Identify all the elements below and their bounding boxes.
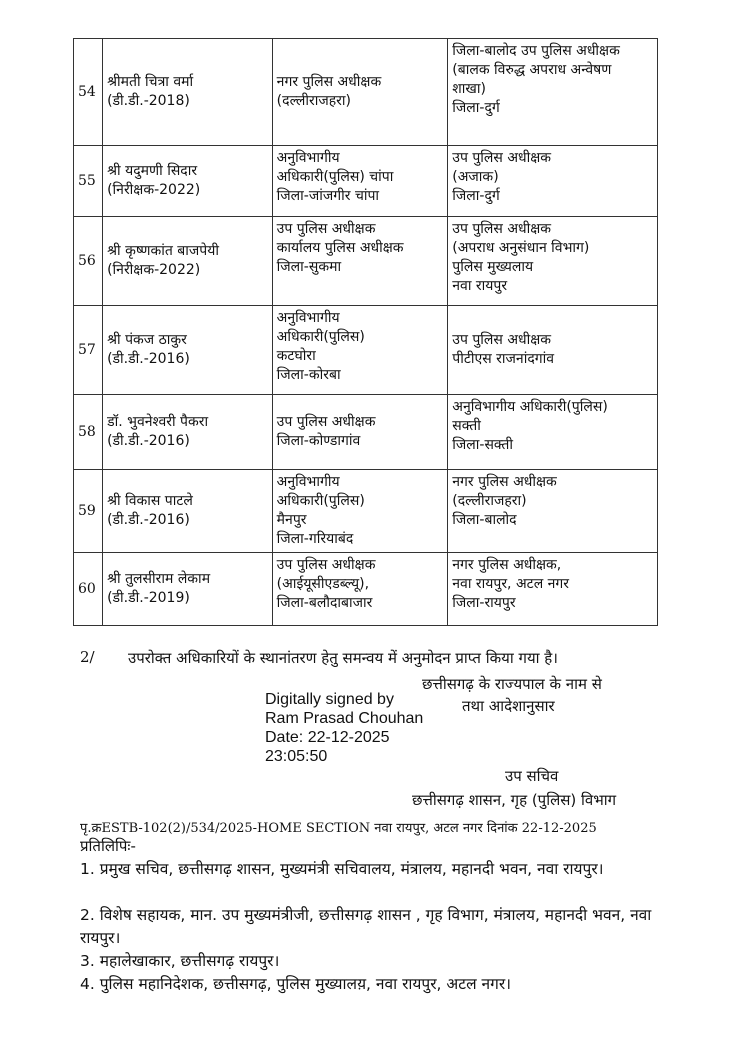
table-row — [74, 146, 658, 217]
current-posting-line: जिला-कोण्डागांव — [276, 433, 361, 449]
department-name: छत्तीसगढ़ शासन, गृह (पुलिस) विभाग — [412, 791, 617, 809]
officer-rank: (निरीक्षक-2022) — [107, 262, 201, 278]
new-posting-cell — [448, 553, 658, 626]
table-row — [74, 395, 658, 470]
approval-statement: उपरोक्त अधिकारियों के स्थानांतरण हेतु समन्वय में अनुमोदन प्राप्त किया गया है। — [128, 649, 558, 667]
officer-name-cell — [103, 306, 273, 395]
current-posting-line: जिला-सुकमा — [276, 259, 342, 275]
serial-number: 54 — [74, 39, 103, 146]
digital-signature — [265, 690, 423, 766]
new-posting-line: जिला-सक्ती — [452, 437, 514, 453]
table-row — [74, 217, 658, 306]
table-row — [74, 306, 658, 395]
new-posting-line: जिला-रायपुर — [452, 595, 516, 611]
officer-rank: (डी.डी.-2016) — [107, 351, 190, 367]
new-posting-line: नवा रायपुर — [452, 278, 508, 294]
signature-time: 23:05:50 — [265, 748, 328, 765]
reference-number: पृ.क्रESTB-102(2)/534/2025-HOME SECTION नवा रायपुर, अटल नगर दिनांक 22-12-2025 — [80, 821, 597, 836]
new-posting-line: जिला-बालोद उप पुलिस अधीक्षक — [452, 43, 620, 59]
current-posting-line: नगर पुलिस अधीक्षक — [276, 74, 382, 90]
current-posting-line: मैनपुर — [276, 512, 307, 528]
new-posting-line: नगर पुलिस अधीक्षक, — [452, 557, 562, 573]
new-posting-cell — [448, 39, 658, 146]
current-posting-line: जिला-बलौदाबाजार — [276, 595, 373, 611]
current-posting-cell — [272, 470, 448, 553]
officer-name-cell — [103, 146, 273, 217]
copy-recipient: 4. पुलिस महानिदेशक, छत्तीसगढ़, पुलिस मुख्यालय़, नवा रायपुर, अटल नगर। — [80, 975, 512, 993]
new-posting-line: (दल्लीराजहरा) — [452, 493, 527, 509]
signer-name: Ram Prasad Chouhan — [265, 710, 424, 727]
serial-number: 58 — [74, 395, 103, 470]
new-posting-cell — [448, 395, 658, 470]
current-posting-line: उप पुलिस अधीक्षक — [276, 414, 376, 430]
current-posting-line: (दल्लीराजहरा) — [276, 93, 351, 109]
copy-recipient: 2. विशेष सहायक, मान. उप मुख्यमंत्रीजी, छत्तीसगढ़ शासन , गृह विभाग, मंत्रालय, महानदी भवन, नवा रायपुर। — [80, 906, 652, 947]
signature-label: Digitally signed by — [265, 691, 394, 708]
new-posting-cell — [448, 217, 658, 306]
new-posting-line: (बालक विरुद्ध अपराध अन्वेषण — [452, 62, 612, 78]
copy-to-heading: प्रतिलिपिः- — [80, 837, 136, 855]
new-posting-line: पीटीएस राजनांदगांव — [452, 351, 555, 367]
officer-name: श्री पंकज ठाकुर — [107, 332, 187, 348]
current-posting-line: कटघोरा — [276, 348, 316, 364]
officer-name: श्री विकास पाटले — [107, 493, 193, 509]
new-posting-line: अनुविभागीय अधिकारी(पुलिस) — [452, 399, 608, 415]
officer-name-cell — [103, 470, 273, 553]
current-posting-line: अधिकारी(पुलिस) चांपा — [276, 169, 394, 185]
current-posting-line: उप पुलिस अधीक्षक — [276, 221, 376, 237]
officer-name-cell — [103, 553, 273, 626]
order-line: तथा आदेशानुसार — [462, 697, 555, 715]
officer-name-cell — [103, 217, 273, 306]
officer-name: डॉ. भुवनेश्वरी पैकरा — [107, 414, 209, 430]
new-posting-line: जिला-बालोद — [452, 512, 517, 528]
officer-rank: (निरीक्षक-2022) — [107, 182, 201, 198]
serial-number: 57 — [74, 306, 103, 395]
signer-designation: उप सचिव — [505, 767, 559, 785]
new-posting-line: जिला-दुर्ग — [452, 100, 500, 116]
new-posting-line: (अजाक) — [452, 169, 499, 185]
officer-rank: (डी.डी.-2016) — [107, 433, 190, 449]
new-posting-line: जिला-दुर्ग — [452, 188, 500, 204]
new-posting-line: सक्ती — [452, 418, 481, 434]
officer-name-cell — [103, 39, 273, 146]
copy-recipient: 1. प्रमुख सचिव, छत्तीसगढ़ शासन, मुख्यमंत्री सचिवालय, मंत्रालय, महानदी भवन, नवा रायपुर। — [80, 860, 604, 878]
current-posting-line: कार्यालय पुलिस अधीक्षक — [276, 240, 404, 256]
new-posting-line: उप पुलिस अधीक्षक — [452, 150, 552, 166]
current-posting-line: उप पुलिस अधीक्षक — [276, 557, 376, 573]
new-posting-line: उप पुलिस अधीक्षक — [452, 221, 552, 237]
new-posting-cell — [448, 146, 658, 217]
current-posting-line: अनुविभागीय — [276, 150, 340, 166]
new-posting-cell — [448, 470, 658, 553]
new-posting-line: उप पुलिस अधीक्षक — [452, 332, 552, 348]
current-posting-line: अधिकारी(पुलिस) — [276, 493, 365, 509]
officer-rank: (डी.डी.-2019) — [107, 590, 190, 606]
serial-number: 55 — [74, 146, 103, 217]
current-posting-cell — [272, 146, 448, 217]
current-posting-cell — [272, 553, 448, 626]
signature-date: Date: 22-12-2025 — [265, 729, 390, 746]
new-posting-line: नवा रायपुर, अटल नगर — [452, 576, 570, 592]
current-posting-cell — [272, 395, 448, 470]
serial-number: 59 — [74, 470, 103, 553]
new-posting-line: पुलिस मुख्यलाय — [452, 259, 534, 275]
current-posting-line: जिला-गरियाबंद — [276, 531, 354, 547]
officer-name: श्रीमती चित्रा वर्मा — [107, 74, 194, 90]
transfer-table — [73, 38, 658, 626]
officer-name: श्री तुलसीराम लेकाम — [107, 571, 211, 587]
officer-name-cell — [103, 395, 273, 470]
table-row — [74, 553, 658, 626]
officer-rank: (डी.डी.-2018) — [107, 93, 190, 109]
new-posting-line: नगर पुलिस अधीक्षक — [452, 474, 557, 490]
current-posting-cell — [272, 39, 448, 146]
current-posting-line: (आईयूसीएडब्ल्यू), — [276, 576, 370, 592]
current-posting-cell — [272, 306, 448, 395]
current-posting-line: अधिकारी(पुलिस) — [276, 329, 365, 345]
current-posting-line: जिला-जांजगीर चांपा — [276, 188, 380, 204]
table-row — [74, 39, 658, 146]
new-posting-cell — [448, 306, 658, 395]
current-posting-line: अनुविभागीय — [276, 474, 340, 490]
paragraph-number: 2/ — [80, 648, 95, 666]
copy-recipient: 3. महालेखाकार, छत्तीसगढ़ रायपुर। — [80, 952, 280, 970]
current-posting-cell — [272, 217, 448, 306]
officer-rank: (डी.डी.-2016) — [107, 512, 190, 528]
table-row — [74, 470, 658, 553]
governor-order-line: छत्तीसगढ़ के राज्यपाल के नाम से — [422, 675, 602, 693]
serial-number: 56 — [74, 217, 103, 306]
current-posting-line: अनुविभागीय — [276, 310, 340, 326]
new-posting-line: (अपराध अनुसंधान विभाग) — [452, 240, 590, 256]
officer-name: श्री कृष्णकांत बाजपेयी — [107, 243, 219, 259]
new-posting-line: शाखा) — [452, 81, 486, 97]
current-posting-line: जिला-कोरबा — [276, 367, 341, 383]
officer-name: श्री यदुमणी सिदार — [107, 163, 198, 179]
serial-number: 60 — [74, 553, 103, 626]
